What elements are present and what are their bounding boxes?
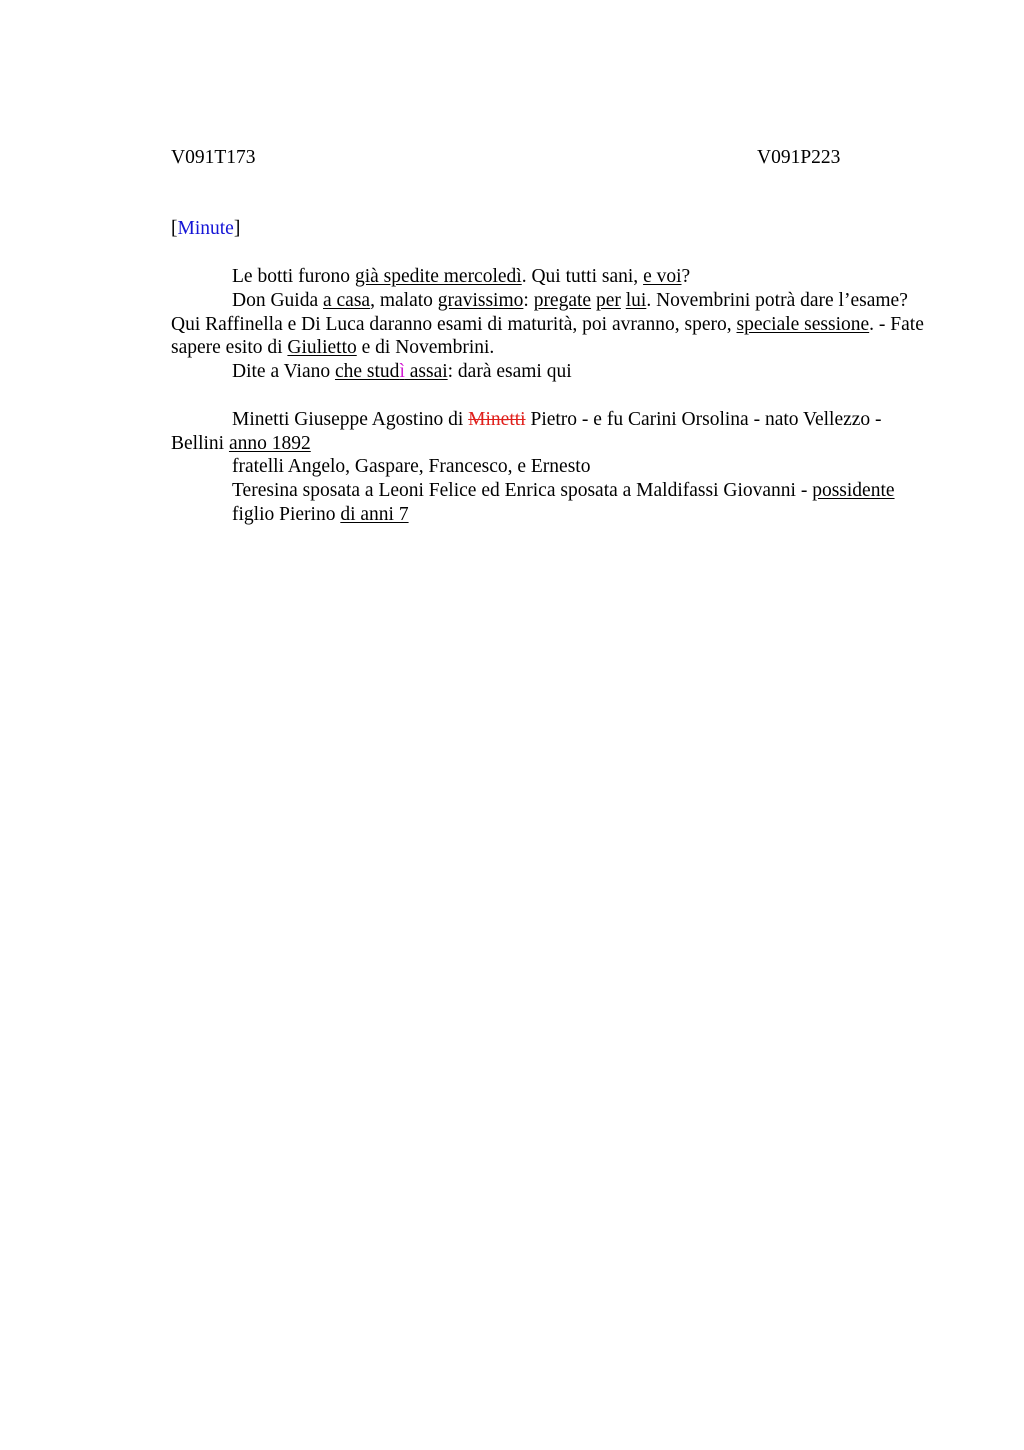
text-span: . - Fate sapere esito di [171, 313, 924, 359]
text-span: ? [681, 266, 691, 287]
text-span: Le botti furono [232, 266, 355, 287]
document-code-left: V091T173 [171, 147, 256, 168]
text-span: e di Novembrini. [356, 337, 495, 359]
text-span: . Qui tutti sani, [521, 266, 644, 287]
underlined-text: Giulietto [287, 337, 357, 359]
underlined-text: di anni 7 [340, 503, 409, 525]
text-span: , malato [370, 289, 438, 311]
underlined-text: già spedite mercoledì [354, 266, 522, 287]
highlighted-char: ì [399, 361, 405, 383]
text-span: . Novembrini potrà dare l’esame? Qui Raffinella e Di Luca daranno esami di maturità, poi avranno, spero, [171, 289, 908, 335]
text-span: Minetti Giuseppe Agostino di [232, 408, 469, 430]
section-label [171, 217, 240, 241]
underlined-text: a casa [323, 289, 371, 311]
text-span: : [523, 289, 534, 311]
underlined-text: gravissimo [437, 289, 524, 311]
struck-text: Minetti [468, 408, 526, 430]
text-span: che stud [334, 361, 400, 383]
paragraph-botti [171, 265, 931, 289]
document-code-right: V091P223 [757, 147, 841, 168]
underlined-text: speciale sessione [736, 313, 870, 335]
text-span: Pietro - e fu Carini Orsolina - nato Vellezzo - Bellini [171, 408, 882, 454]
text-span: assai [404, 361, 448, 383]
underlined-text: anno 1892 [228, 432, 311, 454]
paragraph-don-guida [171, 289, 931, 360]
text-span: Don Guida [232, 289, 323, 311]
paragraph-teresina [171, 479, 931, 503]
underlined-text [335, 361, 448, 382]
underlined-text: possidente [812, 480, 895, 502]
section-label-text: Minute [177, 218, 234, 239]
underlined-text: pregate [533, 289, 592, 311]
open-bracket: [ [171, 218, 178, 239]
text-span: Dite a Viano [232, 361, 335, 383]
text-span: fratelli Angelo, Gaspare, Francesco, e Ernesto [232, 456, 591, 478]
paragraph-minetti [171, 408, 931, 456]
paragraph-fratelli [171, 455, 931, 479]
paragraph-gap [171, 384, 931, 408]
paragraph-viano [171, 360, 931, 384]
text-span: figlio Pierino [232, 503, 341, 525]
underlined-text: e voi [643, 266, 682, 287]
text-span: : darà esami qui [447, 361, 572, 383]
close-bracket: ] [233, 218, 241, 239]
document-body [171, 265, 931, 527]
text-span: Teresina sposata a Leoni Felice ed Enrica sposata a Maldifassi Giovanni - [232, 480, 813, 502]
underlined-text: lui [625, 289, 647, 311]
underlined-text: per [595, 289, 621, 311]
paragraph-figlio [171, 503, 931, 527]
